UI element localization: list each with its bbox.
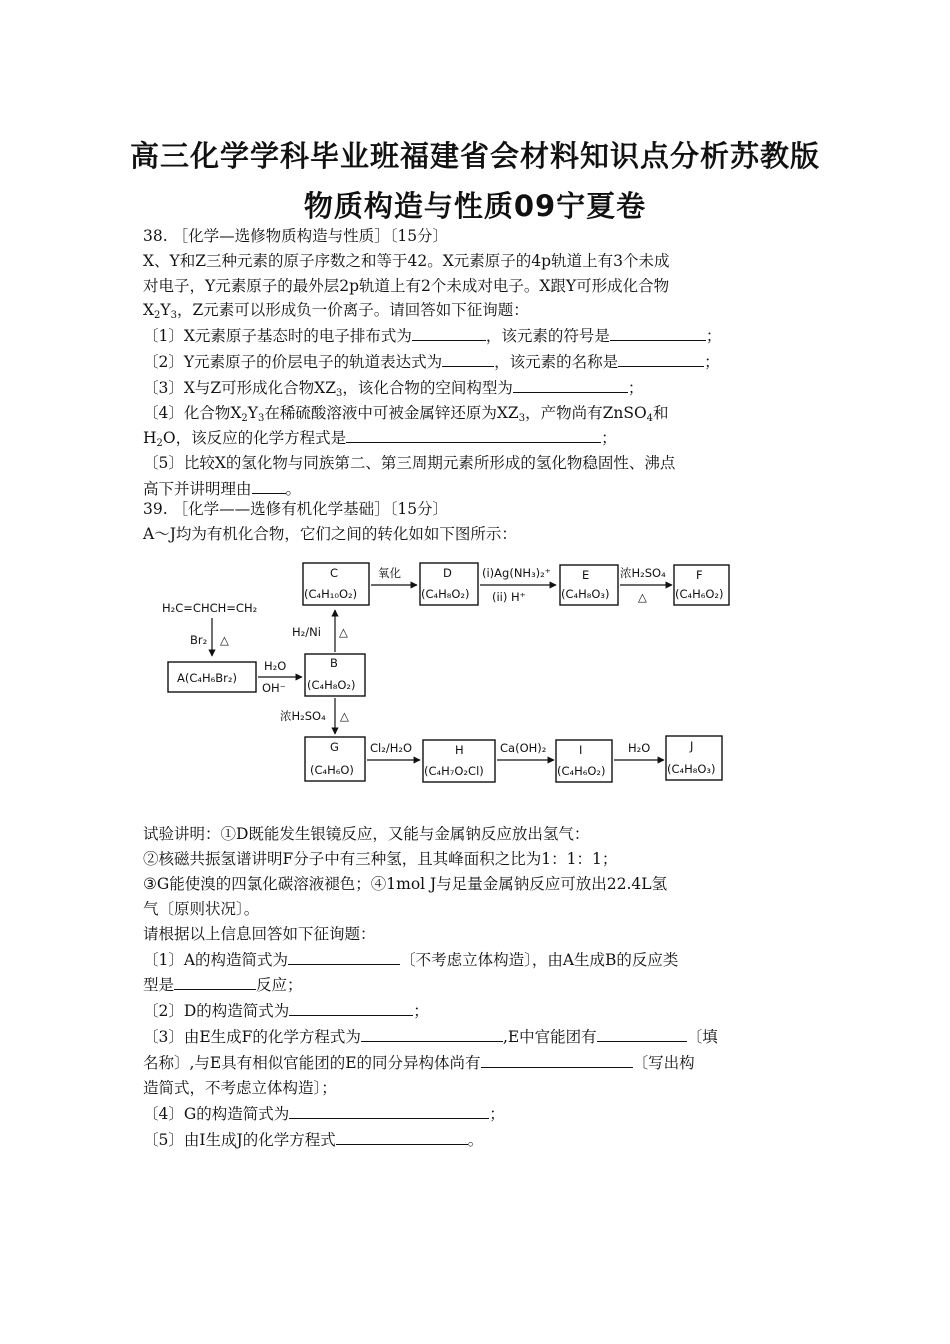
cl2-h2o-reagent: Cl₂/H₂O [370,741,413,755]
tollens-reagent: (i)Ag(NH₃)₂⁺ [482,566,551,580]
note-5: 请根据以上信息回答如下征询题： [143,924,376,943]
q38-subquestion-2: 〔2〕Y元素原子的价层电子的轨道表达式为 ，该元素的名称是 ； [143,349,815,375]
note-1: 试验讲明：①D既能发生银镜反应，又能与金属钠反应放出氢气： [143,825,590,843]
i-formula: (C₄H₆O₂) [557,764,606,778]
delta-symbol: △ [339,625,348,639]
caoh2-reagent: Ca(OH)₂ [500,741,547,755]
g-label: G [330,740,339,754]
q39-subquestion-5: 〔5〕由I生成J的化学方程式 。 [143,1127,815,1153]
answer-blank[interactable] [336,1127,468,1145]
q38-intro-line-3: $X_2Y_3$，Z元素可以形成负一价离子。请回答如下征询题： [143,301,529,322]
note-4: 气〔原则状况〕。 [143,899,260,918]
q38-intro-line-2: 对电子，Y元素原子的最外层2p轨道上有2个未成对电子。X跟Y可形成化合物 [143,276,670,295]
answer-blank[interactable] [288,947,400,965]
e-formula: (C₄H₈O₃) [561,587,610,601]
answer-blank[interactable] [513,375,628,393]
q38-subquestion-3: 〔3〕X与Z可形成化合物$XZ_3$，该化合物的空间构型为 ； [143,375,815,401]
delta-symbol: △ [638,590,647,604]
b-label: B [330,656,338,670]
answer-blank[interactable] [289,998,413,1016]
q39-intro: A～J均为有机化合物，它们之间的转化如如下图所示： [143,524,517,543]
q39-subquestion-3-cont2: 造简式，不考虑立体构造〕； [143,1079,337,1098]
q38-subquestion-4: 〔4〕化合物$X_2Y_3$在稀硫酸溶液中可被金属锌还原为$XZ_3$，产物尚有ZnSO$_4$和 [143,403,669,424]
delta-symbol: △ [220,633,229,647]
answer-blank[interactable] [346,425,601,443]
oh-reagent: OH⁻ [262,681,286,695]
i-label: I [579,743,583,757]
answer-blank[interactable] [412,323,486,341]
d-label: D [443,566,452,580]
answer-blank[interactable] [597,1024,687,1042]
acid-workup: (ii) H⁺ [492,590,526,604]
q39-subquestion-3-cont: 名称〕,与E具有相似官能团的E的同分异构体尚有 〔写出构 [143,1050,815,1076]
f-label: F [696,568,703,582]
e-label: E [582,568,590,582]
conc-h2so4-reagent: 浓H₂SO₄ [280,709,326,723]
q38-subquestion-5-cont: 高下并讲明理由 。 [143,476,815,502]
g-formula: (C₄H₆O) [310,763,354,777]
question-39 [143,497,815,547]
q39-subquestion-1-cont: 型是 反应； [143,972,815,998]
answer-blank[interactable] [289,1101,489,1119]
reaction-scheme [150,550,750,795]
answer-blank[interactable] [361,1024,503,1042]
q38-intro-line-1: X、Y和Z三种元素的原子序数之和等于42。X元素原子的4p轨道上有3个未成 [143,251,670,270]
answer-blank[interactable] [481,1050,633,1068]
q38-header: 38. ［化学—选修物质构造与性质］〔15分〕 [143,227,449,245]
q39-header: 39. ［化学——选修有机化学基础］〔15分〕 [143,500,449,518]
h2ni-reagent: H₂/Ni [292,625,321,639]
j-formula: (C₄H₈O₃) [667,762,716,776]
j-label: J [690,739,694,753]
q38-subquestion-4-cont: $H_2O$，该反应的化学方程式是 ； [143,425,815,451]
document-title-line-1: 高三化学学科毕业班福建省会材料知识点分析苏教版 [129,139,820,173]
document-title-line-2: 物质构造与性质09宁夏卷 [303,189,647,223]
conc-h2so4-reagent: 浓H₂SO₄ [620,566,666,580]
d-formula: (C₄H₈O₂) [421,587,470,601]
f-formula: (C₄H₆O₂) [675,587,724,601]
q38-subquestion-5: 〔5〕比较X的氢化物与同族第二、第三周期元素所形成的氢化物稳固性、沸点 [143,454,676,473]
oxidation-label: 氧化 [378,566,401,580]
note-3: ③G能使溴的四氯化碳溶液褪色；④1mol J与足量金属钠反应可放出22.4L氢 [143,874,668,893]
answer-blank[interactable] [442,349,494,367]
answer-blank[interactable] [174,972,256,990]
q39-subquestion-2: 〔2〕D的构造简式为 ； [143,998,815,1024]
butadiene-label: H₂C=CHCH=CH₂ [162,601,258,615]
br2-reagent: Br₂ [190,633,208,647]
q39-subquestion-3: 〔3〕由E生成F的化学方程式为 ,E中官能团有 〔填 [143,1024,815,1050]
delta-symbol: △ [340,709,349,723]
h2o-reagent: H₂O [628,741,651,755]
h-label: H [455,743,464,757]
note-2: ②核磁共振氢谱讲明F分子中有三种氢，且其峰面积之比为1：1：1； [143,849,618,868]
a-formula: A(C₄H₆Br₂) [177,671,237,685]
q39-subquestion-1: 〔1〕A的构造简式为 〔不考虑立体构造〕，由A生成B的反应类 [143,947,815,973]
question-38 [143,224,815,502]
answer-blank[interactable] [618,349,704,367]
q39-subquestion-4: 〔4〕G的构造简式为 ； [143,1101,815,1127]
b-formula: (C₄H₈O₂) [307,678,356,692]
answer-blank[interactable] [610,323,706,341]
h2o-reagent: H₂O [264,659,287,673]
c-label: C [330,566,339,580]
h-formula: (C₄H₇O₂Cl) [424,764,484,778]
question-39-notes [143,822,815,1153]
answer-blank[interactable] [252,476,286,494]
c-formula: (C₄H₁₀O₂) [304,587,358,601]
q38-subquestion-1: 〔1〕X元素原子基态时的电子排布式为 ，该元素的符号是 ； [143,323,815,349]
